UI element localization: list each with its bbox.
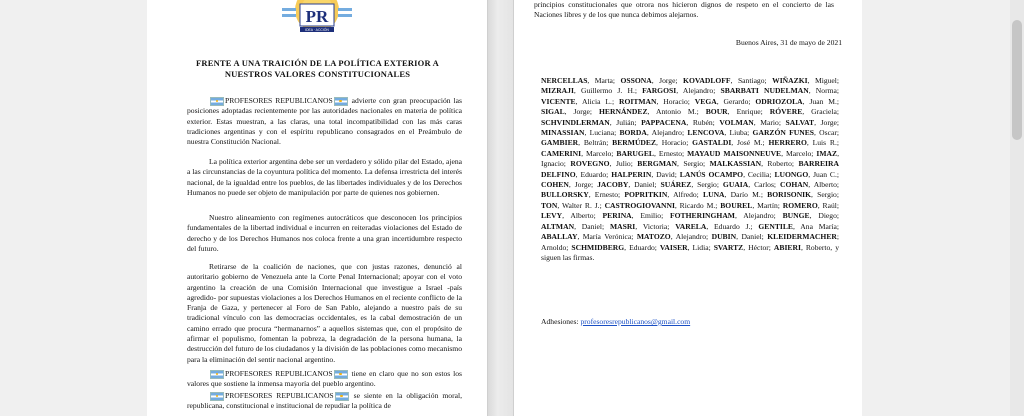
signer-given-name: , Marcelo;: [781, 148, 817, 158]
signer-given-name: , Diego;: [809, 211, 839, 221]
signer-surname: LENCOVA: [687, 128, 725, 138]
signer-surname: ODRIOZOLA: [755, 96, 803, 106]
signer-surname: SCHVINDLERMAN: [541, 117, 610, 127]
signer-surname: BERGMAN: [637, 159, 677, 169]
signer-given-name: , Alberto;: [808, 180, 840, 190]
signer-surname: FARGOSI: [642, 86, 677, 96]
signer-given-name: , Ernesto;: [588, 190, 625, 200]
signer-surname: BARREIRA DELFINO: [541, 159, 839, 179]
signer-surname: MAYAUD MAISONNEUVE: [687, 148, 782, 158]
adhesion-line: Adhesiones: profesoresrepublicanos@gmail.com: [541, 317, 691, 326]
signer-given-name: , Juan C.;: [808, 169, 840, 179]
adhesion-email-link[interactable]: profesoresrepublicanos@gmail.com: [580, 317, 691, 326]
signer-given-name: , Jorge;: [651, 76, 684, 85]
signer-given-name: , Emilio;: [631, 211, 670, 221]
signer-given-name: , Raúl;: [817, 200, 839, 210]
signer-given-name: , Marta;: [587, 76, 621, 85]
signer-given-name: , Antonio M.;: [647, 107, 706, 117]
signer-surname: VARELA: [675, 221, 707, 231]
signer-surname: VOLMAN: [719, 117, 754, 127]
signer-surname: SALVAT: [785, 117, 815, 127]
signer-given-name: , Cecilia;: [743, 169, 775, 179]
signer-surname: BUNGE: [782, 211, 810, 221]
signer-given-name: , José M.;: [731, 138, 769, 148]
signer-given-name: , Eduardo;: [575, 169, 612, 179]
signer-surname: SUÁREZ: [660, 180, 692, 190]
signer-given-name: , Alejandro;: [734, 211, 783, 221]
signer-given-name: , Horacio;: [656, 138, 693, 148]
signer-given-name: , Enrique;: [727, 107, 770, 117]
signer-surname: RÓVERE: [769, 107, 803, 117]
signer-surname: BORDA: [619, 128, 647, 138]
signer-given-name: , Sergio;: [811, 190, 839, 200]
signer-given-name: , Guillermo J. H.;: [573, 86, 643, 96]
signer-given-name: , Ricardo M.;: [674, 200, 721, 210]
document-title: FRENTE A UNA TRAICIÓN DE LA POLÍTICA EXTERIOR A NUESTROS VALORES CONSTITUCIONALES: [195, 58, 440, 79]
signatories-list: [541, 76, 839, 263]
signer-surname: SBARBATI NUDELMAN: [720, 86, 809, 96]
signer-given-name: , Alfredo;: [667, 190, 704, 200]
signer-surname: GUAIA: [722, 180, 749, 190]
signer-surname: COHEN: [541, 180, 569, 190]
signer-surname: PAPPACENA: [641, 117, 687, 127]
signer-given-name: , Lidia;: [687, 242, 714, 252]
signer-surname: SCHMIDBERG: [571, 242, 625, 252]
signer-given-name: , Roberto, y siguen las firmas.: [541, 242, 839, 262]
signer-given-name: , Horacio;: [656, 96, 695, 106]
argentina-flag-icon: [334, 370, 348, 379]
signer-surname: LEVY: [541, 211, 563, 221]
signer-surname: ABALLAY: [541, 232, 578, 242]
signer-surname: MIZRAJI: [541, 86, 574, 96]
signer-surname: HERRERO: [768, 138, 807, 148]
signer-surname: GARZÓN FUNES: [752, 128, 815, 138]
signer-given-name: , Alejandro;: [646, 128, 688, 138]
argentina-flag-icon: [210, 97, 224, 106]
signer-given-name: , Juan M.;: [802, 96, 840, 106]
signer-surname: BERMÚDEZ: [612, 138, 657, 148]
signer-surname: ALTMAN: [541, 221, 575, 231]
signer-surname: JACOBY: [597, 180, 629, 190]
signer-surname: LANÚS OCAMPO: [679, 169, 744, 179]
profesores-republicanos-logo: [262, 0, 372, 34]
signer-given-name: ; Arnoldo;: [541, 232, 839, 252]
signer-surname: MASRI: [609, 221, 636, 231]
signer-surname: SVARTZ: [713, 242, 744, 252]
signer-given-name: , Roberto;: [761, 159, 799, 169]
signer-surname: CAMERINI: [541, 148, 582, 158]
argentina-flag-icon: [210, 392, 224, 401]
signer-surname: CASTROGIOVANNI: [604, 200, 675, 210]
signer-surname: FOTHERINGHAM: [670, 211, 735, 221]
signer-given-name: , Alicia L.;: [575, 96, 619, 106]
page-gutter: [487, 0, 513, 416]
signer-surname: ABIERI: [773, 242, 801, 252]
signer-given-name: , Sergio;: [691, 180, 723, 190]
signer-surname: BOUR: [705, 107, 728, 117]
signer-given-name: , Alberto;: [562, 211, 603, 221]
signer-given-name: , Norma;: [808, 86, 839, 96]
signer-surname: HERNÁNDEZ: [599, 107, 648, 117]
vertical-scrollbar[interactable]: [1010, 0, 1024, 416]
signer-given-name: , Julio;: [609, 159, 638, 169]
org-name: PROFESORES REPUBLICANOS: [225, 96, 333, 105]
paragraph-2: La política exterior argentina debe ser un verdadero y sólido pilar del Estado, ajena a las circunstancias de la coyuntura política del momento. La defensa irrestricta del interés nacional, de la igualdad entre los pueblos, de las libertades individuales y de los Derechos Humanos no puede ser objeto de manipulación por parte de quienes nos gobiernen.: [187, 157, 462, 197]
signer-given-name: , Darío M.;: [724, 190, 768, 200]
signer-given-name: , Luciana;: [584, 128, 620, 138]
signer-given-name: , Eduardo J.;: [706, 221, 759, 231]
signer-surname: KOVADLOFF: [683, 76, 731, 85]
signer-surname: GASTALDI: [692, 138, 732, 148]
signer-given-name: , Graciela;: [802, 107, 840, 117]
signer-surname: NERCELLAS: [541, 76, 588, 85]
signer-given-name: , Jorge;: [814, 117, 839, 127]
signer-surname: SIGAL: [541, 107, 565, 117]
signer-given-name: , Miguel;: [807, 76, 839, 85]
svg-text:IDEA · ACCIÓN: IDEA · ACCIÓN: [305, 28, 329, 33]
signer-surname: GAMBIER: [541, 138, 579, 148]
signer-given-name: , Oscar;: [814, 128, 839, 138]
signer-given-name: , Walter R. J.;: [557, 200, 605, 210]
signer-given-name: , Daniel;: [628, 180, 661, 190]
signer-surname: LUNA: [703, 190, 725, 200]
signer-given-name: , Ignacio;: [541, 148, 839, 169]
document-date: Buenos Aires, 31 de mayo de 2021: [735, 38, 842, 47]
signer-surname: POPRITKIN: [624, 190, 668, 200]
signer-surname: MALKASSIAN: [709, 159, 762, 169]
signer-given-name: , Sergio;: [676, 159, 710, 169]
signer-surname: ROITMAN: [618, 96, 657, 106]
signer-given-name: , Gerardo;: [716, 96, 756, 106]
paragraph-6: PROFESORES REPUBLICANOS se siente en la obligación moral, republicana, constitucional e institucional de repudiar la política de: [187, 391, 462, 411]
signer-surname: OSSONA: [620, 76, 652, 85]
signer-given-name: , Alejandro;: [676, 86, 721, 96]
document-page-right: [513, 0, 862, 416]
paragraph-3: Nuestro alineamiento con regímenes autocráticos que desconocen los principios fundamentales de la libertad individual e incurren en reiteradas violaciones del Estado de derecho y de los Derechos Humanos nos coloca frente a una gran incertidumbre respecto del futuro.: [187, 213, 462, 253]
signer-given-name: , Martín;: [752, 200, 783, 210]
signer-given-name: , Ernesto;: [653, 148, 688, 158]
signer-surname: KLEIDERMACHER: [767, 232, 837, 242]
paragraph-4: Retirarse de la coalición de naciones, que con justas razones, denunció al autoritario gobierno de Venezuela ante la Corte Penal Internacional; apoyar con el voto argentino la creación de una Comisión Internacional que investigue a Israel -país agredido- por supuestas violaciones a los Derechos Humanos en el reciente conflicto de la Franja de Gaza, y pertenecer al Foro de San Pablo, alejando a nuestro país de su tradicional vínculo con las democracias occidentales, es la cabal demostración de un camino errado que procura “hermanarnos” a aquellos sistemas que, con el propósito de afirmar el populismo, fomentan la pobreza, la degradación de la persona humana, la destrucción del futuro de los ciudadanos y la división de las poblaciones como mecanismo para la eliminación del sentir nacional argentino.: [187, 262, 462, 364]
signer-given-name: , Rubén;: [686, 117, 720, 127]
signer-given-name: , Mario;: [753, 117, 786, 127]
signer-given-name: , Marcelo;: [581, 148, 617, 158]
signer-surname: WIÑAZKI: [772, 76, 808, 85]
signer-given-name: , Julián;: [609, 117, 642, 127]
signer-surname: LUONGO: [774, 169, 809, 179]
signer-given-name: , Daniel;: [574, 221, 610, 231]
signer-surname: BULLORSKY: [541, 190, 589, 200]
signer-surname: GENTILE: [758, 221, 793, 231]
signer-surname: MATOZO: [636, 232, 671, 242]
signer-given-name: , Eduardo;: [624, 242, 660, 252]
signer-given-name: , Daniel;: [736, 232, 768, 242]
signer-surname: BORISONIK: [767, 190, 812, 200]
scrollbar-thumb[interactable]: [1012, 20, 1022, 140]
signer-surname: VEGA: [694, 96, 717, 106]
signer-given-name: , Beltrán;: [578, 138, 613, 148]
signer-surname: ROMERO: [782, 200, 818, 210]
signer-surname: TON: [541, 200, 558, 210]
signer-given-name: , David;: [651, 169, 680, 179]
signer-surname: BARUGEL: [616, 148, 654, 158]
signer-surname: VICENTE: [541, 96, 576, 106]
argentina-flag-icon: [210, 370, 224, 379]
signer-given-name: , Ana María;: [792, 221, 839, 231]
paragraph-1: PROFESORES REPUBLICANOS advierte con gran preocupación las posiciones adoptadas recientemente por las autoridades nacionales en materia de política exterior. Estas muestran, a las claras, una total incompatibilidad con las más caras tradiciones argentinas y con el espíritu republicano consagrados en el Preámbulo de nuestra Constitución Nacional.: [187, 96, 462, 147]
signer-given-name: , Santiago;: [730, 76, 773, 85]
signer-surname: VAISER: [659, 242, 688, 252]
svg-text:PR: PR: [305, 7, 329, 26]
signer-given-name: , Jorge;: [568, 180, 598, 190]
signer-surname: HALPERIN: [611, 169, 652, 179]
closing-paragraph: principios constitucionales que otrora nos hicieron dignos de respeto en el concierto de las Naciones libres y de los que nunca debimos alejarnos.: [534, 0, 834, 20]
signer-surname: COHAN: [780, 180, 809, 190]
signer-surname: BOUREL: [720, 200, 753, 210]
signer-given-name: , Héctor;: [743, 242, 774, 252]
signer-given-name: , María Verónica;: [577, 232, 637, 242]
signer-surname: PERINA: [602, 211, 632, 221]
document-page-left: [147, 0, 488, 416]
signer-surname: MINASSIAN: [541, 128, 585, 138]
argentina-flag-icon: [334, 97, 348, 106]
signer-given-name: , Liuba;: [724, 128, 753, 138]
signer-surname: IMAZ: [816, 148, 838, 158]
signer-given-name: , Victoria;: [635, 221, 676, 231]
signer-given-name: , Jorge;: [564, 107, 599, 117]
signer-given-name: , Carlos;: [748, 180, 780, 190]
argentina-flag-icon: [335, 392, 349, 401]
signer-given-name: , Luis R.;: [806, 138, 840, 148]
paragraph-5: PROFESORES REPUBLICANOS tiene en claro que no son estos los valores que sostiene la inmensa mayoría del pueblo argentino.: [187, 369, 462, 389]
signer-surname: ROVEGNO: [570, 159, 610, 169]
signer-given-name: , Alejandro;: [670, 232, 712, 242]
signer-surname: DUBIN: [711, 232, 737, 242]
